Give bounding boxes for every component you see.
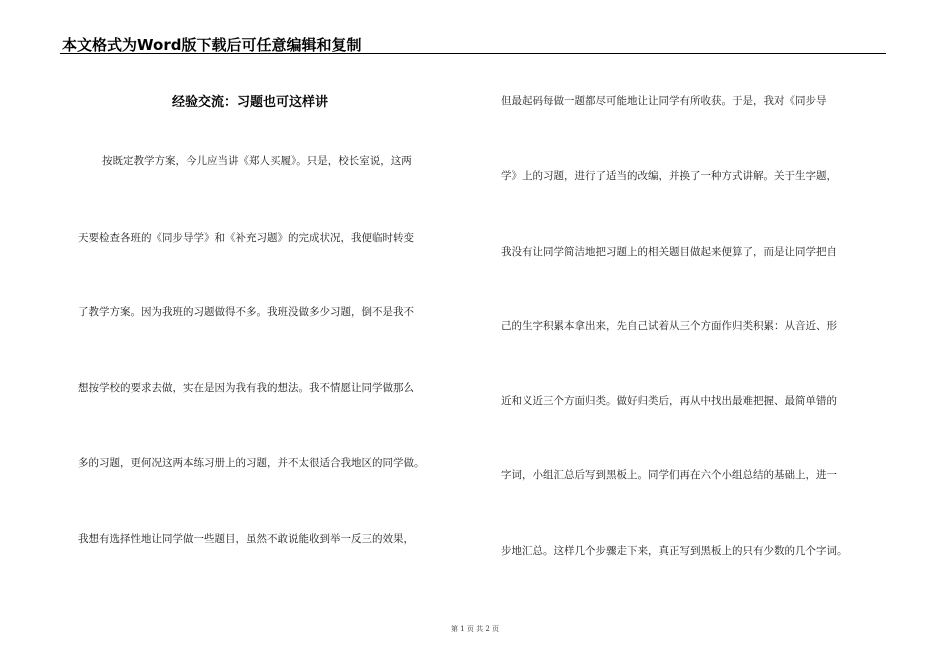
paragraph-line: 我没有让同学简洁地把习题上的相关题目做起来便算了，而是让同学把自 [501, 246, 837, 258]
paragraph-line: 字词，小组汇总后写到黑板上。同学们再在六个小组总结的基础上，进一 [501, 469, 837, 481]
paragraph-line: 己的生字积累本拿出来，先自己试着从三个方面作归类积累：从音近、形 [501, 320, 837, 332]
paragraph-line: 按既定教学方案，今儿应当讲《郑人买履》。只是，校长室说，这两 [102, 155, 412, 167]
page-number: 第 1 页 共 2 页 [450, 625, 500, 633]
article-title: 经验交流：习题也可这样讲 [172, 95, 329, 110]
paragraph-line: 步地汇总。这样几个步骤走下来，真正写到黑板上的只有少数的几个字词。 [501, 545, 848, 557]
paragraph-line: 想按学校的要求去做，实在是因为我有我的想法。我不情愿让同学做那么 [78, 382, 414, 394]
paragraph-line: 了教学方案。因为我班的习题做得不多。我班没做多少习题，倒不是我不 [78, 306, 414, 318]
paragraph-line: 多的习题，更何况这两本练习册上的习题，并不太很适合我地区的同学做。 [78, 457, 425, 469]
document-banner: 本文格式为Word版下载后可任意编辑和复制 [62, 36, 362, 54]
paragraph-line: 但最起码每做一题都尽可能地让让同学有所收获。于是，我对《同步导 [501, 95, 827, 107]
paragraph-line: 我想有选择性地让同学做一些题目，虽然不敢说能收到举一反三的效果， [78, 533, 414, 545]
paragraph-line: 近和义近三个方面归类。做好归类后，再从中找出最难把握、最简单错的 [501, 395, 837, 407]
paragraph-line: 学》上的习题，进行了适当的改编，并换了一种方式讲解。关于生字题， [501, 170, 837, 182]
banner-divider [60, 53, 886, 54]
paragraph-line: 天要检查各班的《同步导学》和《补充习题》的完成状况，我便临时转变 [78, 232, 414, 244]
